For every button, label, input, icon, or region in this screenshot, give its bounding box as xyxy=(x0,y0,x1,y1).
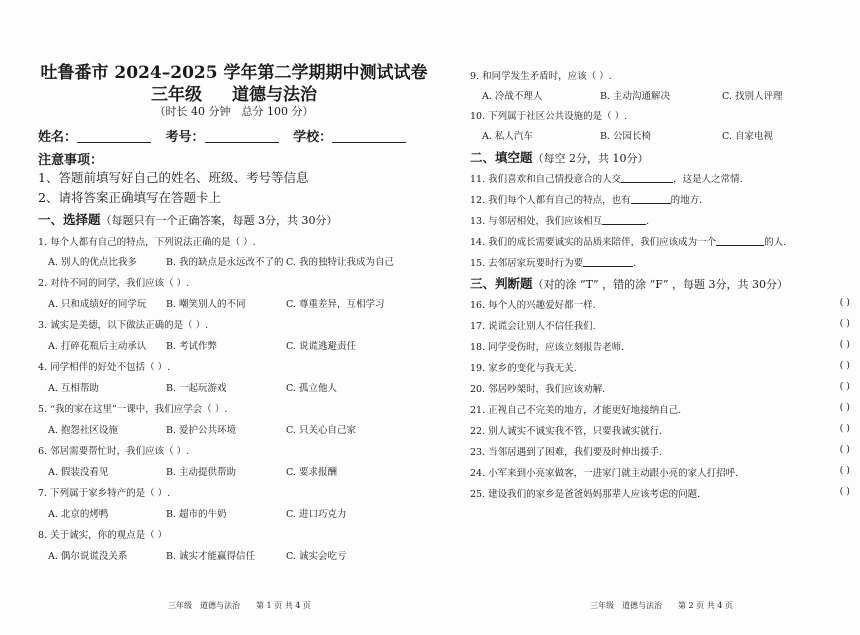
answer-paren[interactable]: ( ) xyxy=(839,486,850,497)
judge-question-text: 17. 说谎会让别人不信任我们. xyxy=(470,321,596,332)
question-stem: 2. 对待不同的同学，我们应该（ ）. xyxy=(38,278,190,289)
option-c[interactable]: C. 孤立他人 xyxy=(286,383,337,394)
judge-question xyxy=(470,381,850,395)
section3-rule: （对的涂 “T” ，错的涂 “F” ，每题 3分，共 30分） xyxy=(532,278,788,291)
grade-label: 三年级 xyxy=(151,85,203,105)
answer-paren[interactable]: ( ) xyxy=(839,381,850,392)
option-a[interactable]: A. 私人汽车 xyxy=(482,131,533,142)
fill-blank[interactable] xyxy=(583,257,633,267)
option-b[interactable]: B. 嘲笑别人的不同 xyxy=(166,299,246,310)
judge-question-text: 22. 别人诚实不诚实我不管，只要我诚实就行. xyxy=(470,426,663,437)
fill-question-text: 的地方. xyxy=(670,195,703,206)
answer-paren[interactable]: ( ) xyxy=(839,297,850,308)
fill-question-text: ，这是人之常情. xyxy=(673,174,743,185)
answer-paren[interactable]: ( ) xyxy=(839,444,850,455)
notes-heading: 注意事项： xyxy=(38,153,104,168)
answer-paren[interactable]: ( ) xyxy=(839,465,850,476)
option-c[interactable]: C. 我的独特让我成为自己 xyxy=(286,257,394,268)
judge-question xyxy=(470,486,850,500)
fill-question xyxy=(470,234,850,248)
school-field[interactable] xyxy=(332,131,406,143)
judge-question xyxy=(470,402,850,416)
fill-blank[interactable] xyxy=(621,173,673,183)
fill-question xyxy=(470,171,850,185)
option-c[interactable]: C. 进口巧克力 xyxy=(286,509,347,520)
option-b[interactable]: B. 主动提供帮助 xyxy=(166,467,237,478)
judge-question-text: 21. 正视自己不完美的地方，才能更好地接纳自己. xyxy=(470,405,682,416)
section2-rule: （每空 2分，共 10分） xyxy=(532,152,649,165)
judge-question xyxy=(470,360,850,374)
option-c[interactable]: C. 尊重差异，互相学习 xyxy=(286,299,385,310)
fill-blank[interactable] xyxy=(716,236,764,246)
judge-question xyxy=(470,339,850,353)
note-item: 1、答题前填写好自己的姓名、班级、考号等信息 xyxy=(38,170,309,185)
option-b[interactable]: B. 诚实才能赢得信任 xyxy=(166,551,256,562)
fill-question xyxy=(470,213,850,227)
fill-question-text: 11. 我们喜欢和自己情投意合的人交 xyxy=(470,174,622,185)
fill-question xyxy=(470,192,850,206)
page-footer-left: 三年级 道德与法治 第 1 页 共 4 页 xyxy=(168,601,311,610)
option-a[interactable]: A. 打碎花瓶后主动承认 xyxy=(48,341,147,352)
question-stem: 8. 关于诚实，你的观点是（ ） xyxy=(38,530,168,541)
answer-paren[interactable]: ( ) xyxy=(839,318,850,329)
section3-title: 三、判断题 xyxy=(470,276,533,291)
grade-subject-line xyxy=(38,80,430,105)
judge-question-text: 16. 每个人的兴趣爱好都一样. xyxy=(470,300,596,311)
option-a[interactable]: A. 别人的优点比我多 xyxy=(48,257,137,268)
question-stem: 4. 同学相伴的好处不包括（ ）. xyxy=(38,362,171,373)
fill-question-text: 15. 去邻居家玩要时行为要 xyxy=(470,258,584,269)
fill-question-text: 14. 我们的成长需要诚实的品质来陪伴，我们应该成为一个 xyxy=(470,237,717,248)
option-c[interactable]: C. 自家电视 xyxy=(722,131,773,142)
question-stem: 9. 和同学发生矛盾时，应该（ ）. xyxy=(470,71,612,82)
section1-heading xyxy=(38,210,338,228)
exam-no-label: 考号： xyxy=(165,130,205,145)
answer-paren[interactable]: ( ) xyxy=(839,423,850,434)
page-footer-right: 三年级 道德与法治 第 2 页 共 4 页 xyxy=(590,601,733,610)
question-stem: 5. “我的家在这里”一课中，我们应学会（ ）. xyxy=(38,404,228,415)
option-a[interactable]: A. 抱怨社区设施 xyxy=(48,425,118,436)
option-c[interactable]: C. 诚实会吃亏 xyxy=(286,551,347,562)
subject-label: 道德与法治 xyxy=(231,85,317,105)
judge-question-text: 24. 小军来到小亮家做客，一进家门就主动跟小亮的家人打招呼. xyxy=(470,468,739,479)
question-stem: 10. 下列属于社区公共设施的是（ ）. xyxy=(470,111,628,122)
question-stem: 6. 邻居需要帮忙时，我们应该（ ）. xyxy=(38,446,190,457)
fill-blank[interactable] xyxy=(631,194,671,204)
option-c[interactable]: C. 找别人评理 xyxy=(722,91,783,102)
judge-question xyxy=(470,465,850,479)
option-c[interactable]: C. 只关心自己家 xyxy=(286,425,356,436)
fill-question-text: 的人. xyxy=(764,237,787,248)
option-a[interactable]: A. 偶尔说谎没关系 xyxy=(48,551,128,562)
judge-question-text: 20. 邻居吵架时，我们应该劝解. xyxy=(470,384,606,395)
section3-heading xyxy=(470,274,788,292)
name-field[interactable] xyxy=(77,131,151,143)
question-stem: 1. 每个人都有自己的特点，下列说法正确的是（ ）. xyxy=(38,237,256,248)
section2-title: 二、填空题 xyxy=(470,150,533,165)
judge-question-text: 19. 家乡的变化与我无关. xyxy=(470,363,577,374)
student-info-row xyxy=(38,126,430,145)
option-b[interactable]: B. 我的缺点是永远改不了的 xyxy=(166,257,284,268)
fill-question-text: 12. 我们每个人都有自己的特点，也有 xyxy=(470,195,631,206)
option-a[interactable]: A. 冷战不理人 xyxy=(482,91,543,102)
option-b[interactable]: B. 主动沟通解决 xyxy=(600,91,671,102)
option-b[interactable]: B. 一起玩游戏 xyxy=(166,383,227,394)
answer-paren[interactable]: ( ) xyxy=(839,360,850,371)
option-c[interactable]: C. 要求报酬 xyxy=(286,467,337,478)
option-b[interactable]: B. 考试作弊 xyxy=(166,341,218,352)
fill-blank[interactable] xyxy=(602,215,646,225)
exam-no-field[interactable] xyxy=(205,131,279,143)
option-c[interactable]: C. 说谎逃避责任 xyxy=(286,341,356,352)
option-b[interactable]: B. 公园长椅 xyxy=(600,131,652,142)
fill-question-text: . xyxy=(633,258,637,269)
option-a[interactable]: A. 假装没看见 xyxy=(48,467,109,478)
note-item: 2、请将答案正确填写在答题卡上 xyxy=(38,190,221,205)
school-label: 学校： xyxy=(293,130,333,145)
judge-question-text: 18. 同学受伤时，应该立刻报告老师. xyxy=(470,342,625,353)
judge-question xyxy=(470,297,850,311)
judge-question xyxy=(470,444,850,458)
exam-duration: （时长 40 分钟 总分 100 分） xyxy=(154,105,314,118)
name-label: 姓名： xyxy=(38,130,78,145)
judge-question xyxy=(470,423,850,437)
answer-paren[interactable]: ( ) xyxy=(839,402,850,413)
option-a[interactable]: A. 北京的烤鸭 xyxy=(48,509,109,520)
fill-question-text: 13. 与邻居相处，我们应该相互 xyxy=(470,216,603,227)
exam-title: 吐鲁番市 2024–2025 学年第二学期期中测试试卷 xyxy=(40,63,428,83)
section2-heading xyxy=(470,148,649,166)
question-stem: 7. 下列属于家乡特产的是（ ）. xyxy=(38,488,171,499)
fill-question xyxy=(470,255,850,269)
fill-question-text: . xyxy=(646,216,650,227)
judge-question-text: 23. 当邻居遇到了困难，我们要及时伸出援手. xyxy=(470,447,663,458)
section1-title: 一、选择题 xyxy=(38,212,101,227)
option-b[interactable]: B. 爱护公共环境 xyxy=(166,425,237,436)
option-a[interactable]: A. 互相帮助 xyxy=(48,383,99,394)
question-stem: 3. 诚实是美德，以下做法正确的是（ ）. xyxy=(38,320,209,331)
section1-rule: （每题只有一个正确答案，每题 3分，共 30分） xyxy=(100,214,338,227)
judge-question xyxy=(470,318,850,332)
answer-paren[interactable]: ( ) xyxy=(839,339,850,350)
judge-question-text: 25. 建设我们的家乡是爸爸妈妈那辈人应该考虑的问题. xyxy=(470,489,701,500)
option-a[interactable]: A. 只和成绩好的同学玩 xyxy=(48,299,147,310)
option-b[interactable]: B. 超市的牛奶 xyxy=(166,509,227,520)
